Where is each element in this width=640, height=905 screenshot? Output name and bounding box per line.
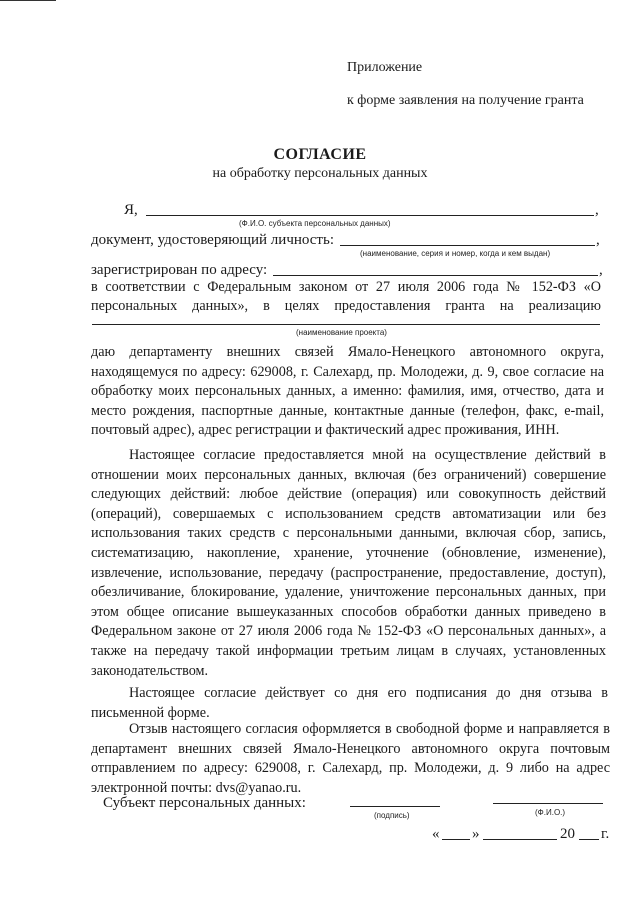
ya-label: Я, bbox=[124, 202, 138, 218]
law-reference-line-2: персональных данных», в целях предоставления гранта на реализацию bbox=[91, 298, 601, 314]
date-close-quote: » bbox=[472, 826, 480, 842]
subject-label: Субъект персональных данных: bbox=[103, 795, 306, 811]
consent-paragraph-2: Настоящее согласие предоставляется мной на осуществление действий в отношении моих персональных данных, включая (без ограничений) совершение следующих действий: любое действие (операция) или совокупность действий (операций), совершаемых с использованием средств автоматизации или без использования таких средств с персональными данными, включая сбор, запись, систематизацию, накопление, хранение, уточнение (обновление, изменение), извлечение, использование, передачу (распространение, предоставление, доступ), обезличивание, блокирование, удаление, уничтожение персональных данных, при этом общее описание вышеуказанных способов обработки данных приведено в Федеральном законе от 27 июля 2006 года № 152-ФЗ «О персональных данных», а также на передачу такой информации третьим лицам в случаях, установленных законодательством. bbox=[91, 447, 606, 679]
identity-document-blank-line bbox=[340, 245, 595, 246]
date-year-prefix: 20 bbox=[560, 826, 575, 842]
top-edge-rule bbox=[0, 0, 56, 1]
project-caption: (наименование проекта) bbox=[296, 328, 387, 337]
identity-document-comma: , bbox=[596, 232, 600, 248]
appendix-label: Приложение bbox=[347, 60, 423, 75]
date-year-suffix: г. bbox=[601, 826, 610, 842]
document-subtitle: на обработку персональных данных bbox=[212, 166, 428, 181]
document-title: СОГЛАСИЕ bbox=[273, 146, 367, 163]
date-month-blank bbox=[483, 839, 557, 840]
signature-blank-line bbox=[350, 806, 440, 807]
project-blank-line bbox=[92, 324, 600, 325]
signature-caption: (подпись) bbox=[374, 811, 410, 820]
address-blank-line bbox=[273, 275, 598, 276]
address-label: зарегистрирован по адресу: bbox=[91, 262, 268, 278]
date-open-quote: « bbox=[432, 826, 440, 842]
name-caption: (Ф.И.О.) bbox=[535, 808, 566, 817]
law-reference-line-1: в соответствии с Федеральным законом от 27 июля 2006 года № 152-ФЗ «О bbox=[91, 279, 601, 295]
date-day-blank bbox=[442, 839, 470, 840]
consent-paragraph-3: Настоящее согласие действует со дня его подписания до дня отзыва в письменной форме. bbox=[91, 685, 608, 721]
identity-document-caption: (наименование, серия и номер, когда и кем выдан) bbox=[360, 249, 551, 258]
identity-document-label: документ, удостоверяющий личность: bbox=[91, 232, 334, 248]
date-year-blank bbox=[579, 839, 599, 840]
address-comma: , bbox=[599, 262, 603, 278]
consent-paragraph-4: Отзыв настоящего согласия оформляется в свободной форме и направляется в департамент внешних связей Ямало-Ненецкого автономного округа почтовым отправлением по адресу: 629008, г. Салехард, пр. Молодежи, д. 9 либо на адрес электронной почты: dvs@yanao.ru. bbox=[91, 721, 610, 796]
ya-comma: , bbox=[595, 202, 599, 218]
consent-paragraph-1: даю департаменту внешних связей Ямало-Ненецкого автономного округа, находящемуся по адресу: 629008, г. Салехард, пр. Молодежи, д. 9, свое согласие на обработку моих персональных данных, а именно: фамилия, имя, отчество, дата и место рождения, паспортные данные, контактные данные (телефон, факс, e-mail, почтовый адрес), адрес регистрации и фактический адрес проживания, ИНН. bbox=[91, 344, 604, 439]
fio-caption: (Ф.И.О. субъекта персональных данных) bbox=[239, 219, 391, 228]
appendix-reference: к форме заявления на получение гранта bbox=[347, 93, 584, 108]
fio-blank-line bbox=[146, 215, 594, 216]
name-blank-line bbox=[493, 803, 603, 804]
